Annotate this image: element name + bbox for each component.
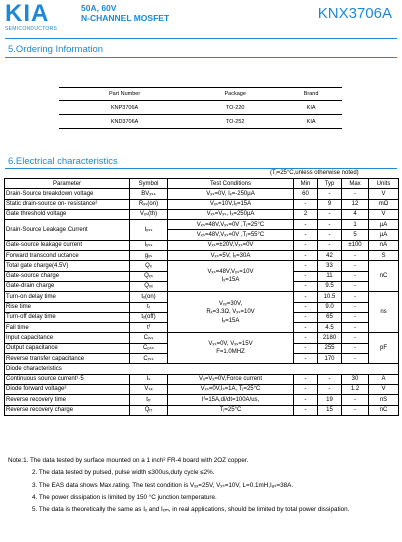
electrical-cell: Vₓₛ=48V,Vₓₛ=0V ,Tⱼ=25°C: [168, 220, 294, 230]
electrical-cell: ±100: [342, 240, 369, 250]
electrical-cell: Vₓₛ=Vₓₛ, Iₓ=250µA: [168, 209, 294, 219]
electrical-cell: Gate threshold voltage: [5, 209, 130, 219]
electrical-cell: Drain-Source Leakage Current: [5, 220, 130, 241]
electrical-cell: [168, 333, 294, 364]
company-logo-subtitle: SEMICONDUCTORS: [5, 26, 58, 32]
electrical-cell: 60: [294, 189, 318, 199]
electrical-row: [5, 220, 399, 230]
electrical-header-cell: Parameter: [5, 179, 130, 189]
ordering-section-title: 5.Ordering Information: [8, 44, 104, 55]
electrical-table: [4, 178, 399, 416]
electrical-header-cell: Min: [294, 179, 318, 189]
note-1: Note:1. The data tested by surface mounted on a 1 inch² FR-4 board with 2OZ copper.: [8, 457, 249, 464]
electrical-cell: Cᵢₛₛ: [130, 333, 168, 343]
electrical-cell: 42: [318, 251, 342, 261]
electrical-cell: -: [294, 333, 318, 343]
electrical-cell: -: [294, 405, 318, 415]
electrical-cell: A: [369, 374, 399, 384]
electrical-cell-line: Iₓ=15A: [221, 317, 240, 324]
electrical-cell: -: [342, 189, 369, 199]
electrical-cell: -: [294, 384, 318, 394]
ordering-header-row: [59, 88, 342, 101]
company-logo: KIA: [5, 0, 50, 27]
electrical-cell: Vₓₛ=±20V,Vₓₛ=0V: [168, 240, 294, 250]
electrical-row: [5, 292, 399, 302]
electrical-cell: 15: [318, 405, 342, 415]
electrical-cell: -: [342, 323, 369, 333]
electrical-cell: Iₛ: [130, 374, 168, 384]
electrical-cell: -: [342, 292, 369, 302]
electrical-cell: S: [369, 251, 399, 261]
test-condition-note: (Tⱼ=25°C,unless otherwise noted): [270, 170, 359, 176]
electrical-cell: tᶠ: [130, 323, 168, 333]
electrical-cell: Output capacitance: [5, 343, 130, 353]
electrical-cell: Tⱼ=25°C: [168, 405, 294, 415]
electrical-cell: Vₓ=Vₓ=0V,Force current: [168, 374, 294, 384]
electrical-row: [5, 405, 399, 415]
electrical-cell: Static drain-source on- resistance²: [5, 199, 130, 209]
electrical-cell: Gate-source charge: [5, 271, 130, 281]
electrical-cell-line: Vₓₓ=30V,: [218, 300, 243, 307]
note-4: 4. The power dissipation is limited by 150 °C junction temperature.: [32, 493, 217, 501]
ordering-cell: KND3706A: [59, 115, 190, 129]
electrical-cell: Rise time: [5, 302, 130, 312]
electrical-cell: -: [342, 251, 369, 261]
electrical-cell-line: nC: [379, 273, 388, 280]
electrical-cell: Input capacitance: [5, 333, 130, 343]
note-5: 5. The data is theoretically the same as Iₓ and Iₓₘ, in real applications, should be limited by total power dissipation.: [32, 506, 350, 514]
electrical-cell: Cᵣₛₛ: [130, 354, 168, 364]
electrical-cell: 30: [342, 374, 369, 384]
electrical-cell: -: [342, 354, 369, 364]
electrical-cell: -: [294, 302, 318, 312]
electrical-cell: Vₓₛ=0V, Iₓ=-250µA: [168, 189, 294, 199]
electrical-cell: -: [294, 354, 318, 364]
electrical-cell: 9: [318, 199, 342, 209]
electrical-cell: -: [318, 374, 342, 384]
electrical-cell: V: [369, 209, 399, 219]
electrical-cell: Vₓₛ=0V,Iₛ=1A, Tⱼ=25°C: [168, 384, 294, 394]
electrical-cell: V: [369, 189, 399, 199]
electrical-cell: 33: [318, 261, 342, 271]
electrical-cell: -: [342, 343, 369, 353]
electrical-cell: -: [294, 395, 318, 405]
electrical-row: [5, 395, 399, 405]
electrical-cell: Qᵣᵣ: [130, 405, 168, 415]
electrical-cell: Continuous source current¹·5: [5, 374, 130, 384]
ordering-header-cell: Part Number: [59, 88, 190, 101]
electrical-cell: nS: [369, 395, 399, 405]
electrical-header-cell: Symbol: [130, 179, 168, 189]
electrical-cell: µA: [369, 220, 399, 230]
electrical-cell-line: Vₓₛ=0V, Vₓₛ=15V: [208, 341, 253, 348]
note-3: 3. The EAS data shows Max.rating. The test condition is Vₓₓ=25V, Vₓₛ=10V, L=0.1mH,Iₐₛ=38A.: [32, 481, 294, 489]
electrical-row: [5, 333, 399, 343]
electrical-cell: 11: [318, 271, 342, 281]
electrical-cell-line: pF: [379, 345, 387, 352]
electrical-cell: Vₛₓ: [130, 384, 168, 394]
electrical-cell: tₓ(on): [130, 292, 168, 302]
electrical-cell: -: [294, 199, 318, 209]
electrical-cell: -: [342, 333, 369, 343]
electrical-cell: Iᶠ=15A,di/dt=100A/us,: [168, 395, 294, 405]
electrical-cell: Cₒₛₛ: [130, 343, 168, 353]
electrical-cell: -: [318, 189, 342, 199]
electrical-cell: -: [318, 230, 342, 240]
electrical-row: [5, 374, 399, 384]
electrical-cell: [168, 292, 294, 333]
electrical-cell: V: [369, 384, 399, 394]
electrical-header-row: [5, 179, 399, 189]
electrical-cell: -: [318, 209, 342, 219]
spec-type: N-CHANNEL MOSFET: [81, 13, 170, 23]
ordering-cell: KIA: [280, 115, 342, 129]
page-header: [0, 0, 402, 38]
electrical-cell: -: [342, 271, 369, 281]
electrical-cell: Vₓₛ=5V, Iₓ=30A: [168, 251, 294, 261]
electrical-cell: Gate-drain charge: [5, 281, 130, 291]
electrical-cell: -: [294, 220, 318, 230]
electrical-row: [5, 251, 399, 261]
electrical-cell: -: [342, 395, 369, 405]
electrical-cell: -: [318, 240, 342, 250]
electrical-cell: [369, 333, 399, 364]
electrical-cell: -: [342, 261, 369, 271]
electrical-cell: -: [342, 405, 369, 415]
electrical-cell: -: [342, 281, 369, 291]
ordering-row: [59, 115, 342, 129]
electrical-cell: 1: [342, 220, 369, 230]
electrical-cell: 4: [342, 209, 369, 219]
electrical-cell: BVₓₛₛ: [130, 189, 168, 199]
ordering-header-cell: Package: [190, 88, 280, 101]
electrical-cell: Fall time: [5, 323, 130, 333]
electrical-cell: -: [294, 271, 318, 281]
part-number-title: KNX3706A: [317, 5, 392, 22]
electrical-cell: -: [318, 220, 342, 230]
electrical-cell-line: Iₓ=15A: [221, 277, 240, 284]
electrical-cell-line: ns: [380, 309, 387, 316]
notes-label: Note:: [8, 457, 24, 464]
electrical-cell: -: [294, 312, 318, 322]
electrical-cell: Reverse transfer capacitance: [5, 354, 130, 364]
electrical-cell: Forward transcond uctance: [5, 251, 130, 261]
electrical-cell: 4.5: [318, 323, 342, 333]
electrical-cell: Total gate charge(4.5V): [5, 261, 130, 271]
ordering-divider: [5, 57, 397, 58]
electrical-cell: Reverse recovery charge: [5, 405, 130, 415]
electrical-cell: -: [294, 251, 318, 261]
electrical-cell: Diode forward voltage²: [5, 384, 130, 394]
electrical-cell-line: Rₓ=3.3Ω, Vₓₛ=10V: [206, 309, 255, 316]
electrical-cell: Drain-Source breakdown voltage: [5, 189, 130, 199]
electrical-cell: 2: [294, 209, 318, 219]
electrical-cell: Diode characteristics: [5, 364, 399, 374]
electrical-cell: -: [342, 312, 369, 322]
electrical-cell: 9.5: [318, 281, 342, 291]
electrical-cell: Reverse recovery time: [5, 395, 130, 405]
note-2: 2. The data tested by pulsed, pulse width ≤300us,duty cycle ≤2%.: [32, 469, 215, 477]
electrical-cell: Iₓₛₛ: [130, 220, 168, 241]
ordering-cell: TO-252: [190, 115, 280, 129]
electrical-cell: 5: [342, 230, 369, 240]
electrical-cell: tᵣ: [130, 302, 168, 312]
ordering-cell: TO-220: [190, 101, 280, 115]
electrical-cell: 12: [342, 199, 369, 209]
header-divider: [5, 38, 397, 39]
electrical-cell: -: [294, 292, 318, 302]
electrical-cell: 65: [318, 312, 342, 322]
electrical-row: [5, 199, 399, 209]
electrical-cell-line: F=1.0MHZ: [216, 349, 245, 356]
electrical-header-cell: Max: [342, 179, 369, 189]
electrical-cell: Vₓₛ=48V,Vₓₛ=0V ,Tⱼ=55°C: [168, 230, 294, 240]
notes-block: [8, 455, 396, 516]
electrical-row: [5, 384, 399, 394]
electrical-cell: -: [318, 384, 342, 394]
electrical-header-cell: Typ: [318, 179, 342, 189]
electrical-cell: 255: [318, 343, 342, 353]
electrical-cell: 2180: [318, 333, 342, 343]
electrical-cell: Turn-off delay time: [5, 312, 130, 322]
electrical-cell: 9.0: [318, 302, 342, 312]
electrical-cell: nC: [369, 405, 399, 415]
electrical-cell-line: Vₓₛ=48V,Vₓₛ=10V: [207, 269, 254, 276]
electrical-cell: mΩ: [369, 199, 399, 209]
electrical-cell: -: [342, 302, 369, 312]
electrical-cell: -: [294, 230, 318, 240]
ordering-cell: KNP3706A: [59, 101, 190, 115]
electrical-cell: Rₓₛ(on): [130, 199, 168, 209]
electrical-cell: tᵣᵣ: [130, 395, 168, 405]
electrical-cell: µA: [369, 230, 399, 240]
ordering-table: [59, 87, 342, 129]
electrical-row: [5, 240, 399, 250]
electrical-cell: -: [294, 281, 318, 291]
electrical-cell: Qₓ: [130, 261, 168, 271]
electrical-cell: -: [294, 343, 318, 353]
electrical-cell: nA: [369, 240, 399, 250]
ordering-row: [59, 101, 342, 115]
electrical-section-title: 6.Electrical characteristics: [8, 156, 118, 167]
electrical-cell: [369, 261, 399, 292]
electrical-row: [5, 209, 399, 219]
electrical-row: [5, 261, 399, 271]
electrical-cell: 170: [318, 354, 342, 364]
electrical-cell: gₓₛ: [130, 251, 168, 261]
ordering-cell: KIA: [280, 101, 342, 115]
electrical-cell: Vₓₛ=10V,Iₓ=15A: [168, 199, 294, 209]
ordering-header-cell: Brand: [280, 88, 342, 101]
electrical-cell: 10.5: [318, 292, 342, 302]
electrical-cell: Qₓₛ: [130, 271, 168, 281]
electrical-cell: -: [294, 323, 318, 333]
electrical-cell: tₓ(off): [130, 312, 168, 322]
electrical-cell: -: [294, 261, 318, 271]
spec-rating: 50A, 60V: [81, 3, 117, 13]
electrical-row: [5, 189, 399, 199]
electrical-cell: Qₓₓ: [130, 281, 168, 291]
electrical-cell: [369, 292, 399, 333]
electrical-header-cell: Test Conditions: [168, 179, 294, 189]
electrical-cell: [168, 261, 294, 292]
electrical-subheader-row: [5, 364, 399, 374]
electrical-cell: Vₓₛ(th): [130, 209, 168, 219]
electrical-cell: -: [294, 374, 318, 384]
electrical-cell: 1.2: [342, 384, 369, 394]
electrical-cell: Turn-on delay time: [5, 292, 130, 302]
electrical-cell: 19: [318, 395, 342, 405]
electrical-cell: Gate-source leakage current: [5, 240, 130, 250]
electrical-cell: -: [294, 240, 318, 250]
electrical-header-cell: Units: [369, 179, 399, 189]
electrical-cell: Iₓₛₛ: [130, 240, 168, 250]
